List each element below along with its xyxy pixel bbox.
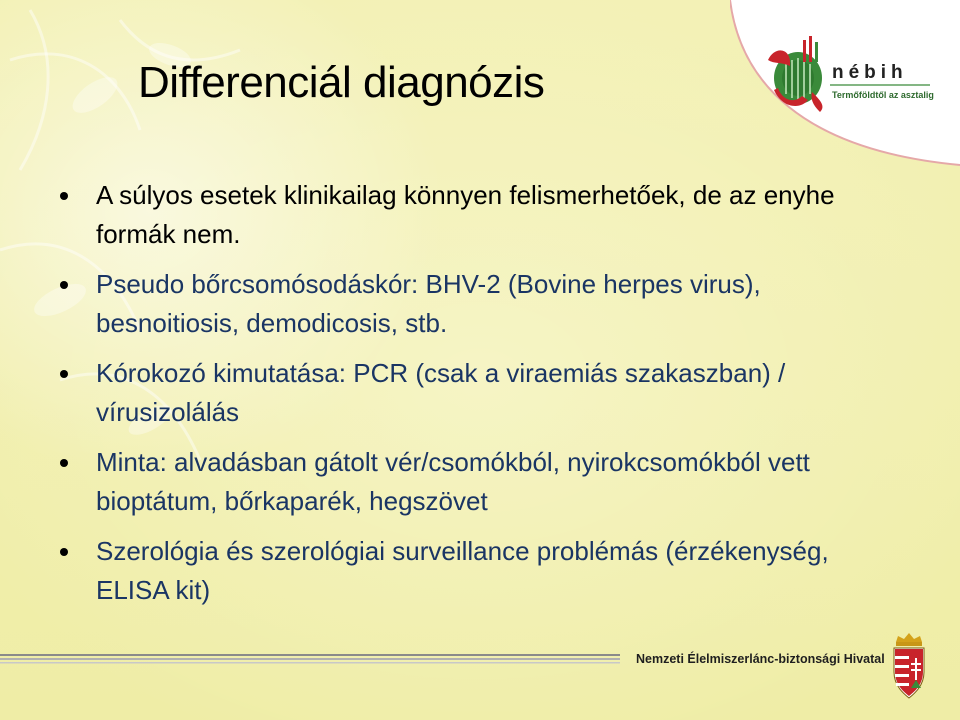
bullet-item: Kórokozó kimutatása: PCR (csak a viraemiás szakaszban) / vírusizolálás [60, 354, 880, 432]
bullet-item: A súlyos esetek klinikailag könnyen felismerhetőek, de az enyhe formák nem. [60, 176, 880, 254]
bullet-item: Szerológia és szerológiai surveillance problémás (érzékenység, ELISA kit) [60, 532, 880, 610]
footer-organization: Nemzeti Élelmiszerlánc-biztonsági Hivatal [636, 652, 885, 666]
nebih-logo [730, 0, 960, 168]
footer-divider [0, 654, 620, 664]
logo-tagline: Termőföldtől az asztalig [832, 90, 934, 100]
logo-wordmark: nébih [832, 62, 908, 83]
hungarian-coat-of-arms-icon [890, 632, 928, 700]
bullet-item: Pseudo bőrcsomósodáskór: BHV-2 (Bovine herpes virus), besnoitiosis, demodicosis, stb. [60, 265, 880, 343]
bullet-list [60, 176, 880, 621]
nebih-logo-icon [730, 0, 960, 168]
slide-title: Differenciál diagnózis [138, 58, 545, 107]
bullet-item: Minta: alvadásban gátolt vér/csomókból, nyirokcsomókból vett bioptátum, bőrkaparék, hegszövet [60, 443, 880, 521]
